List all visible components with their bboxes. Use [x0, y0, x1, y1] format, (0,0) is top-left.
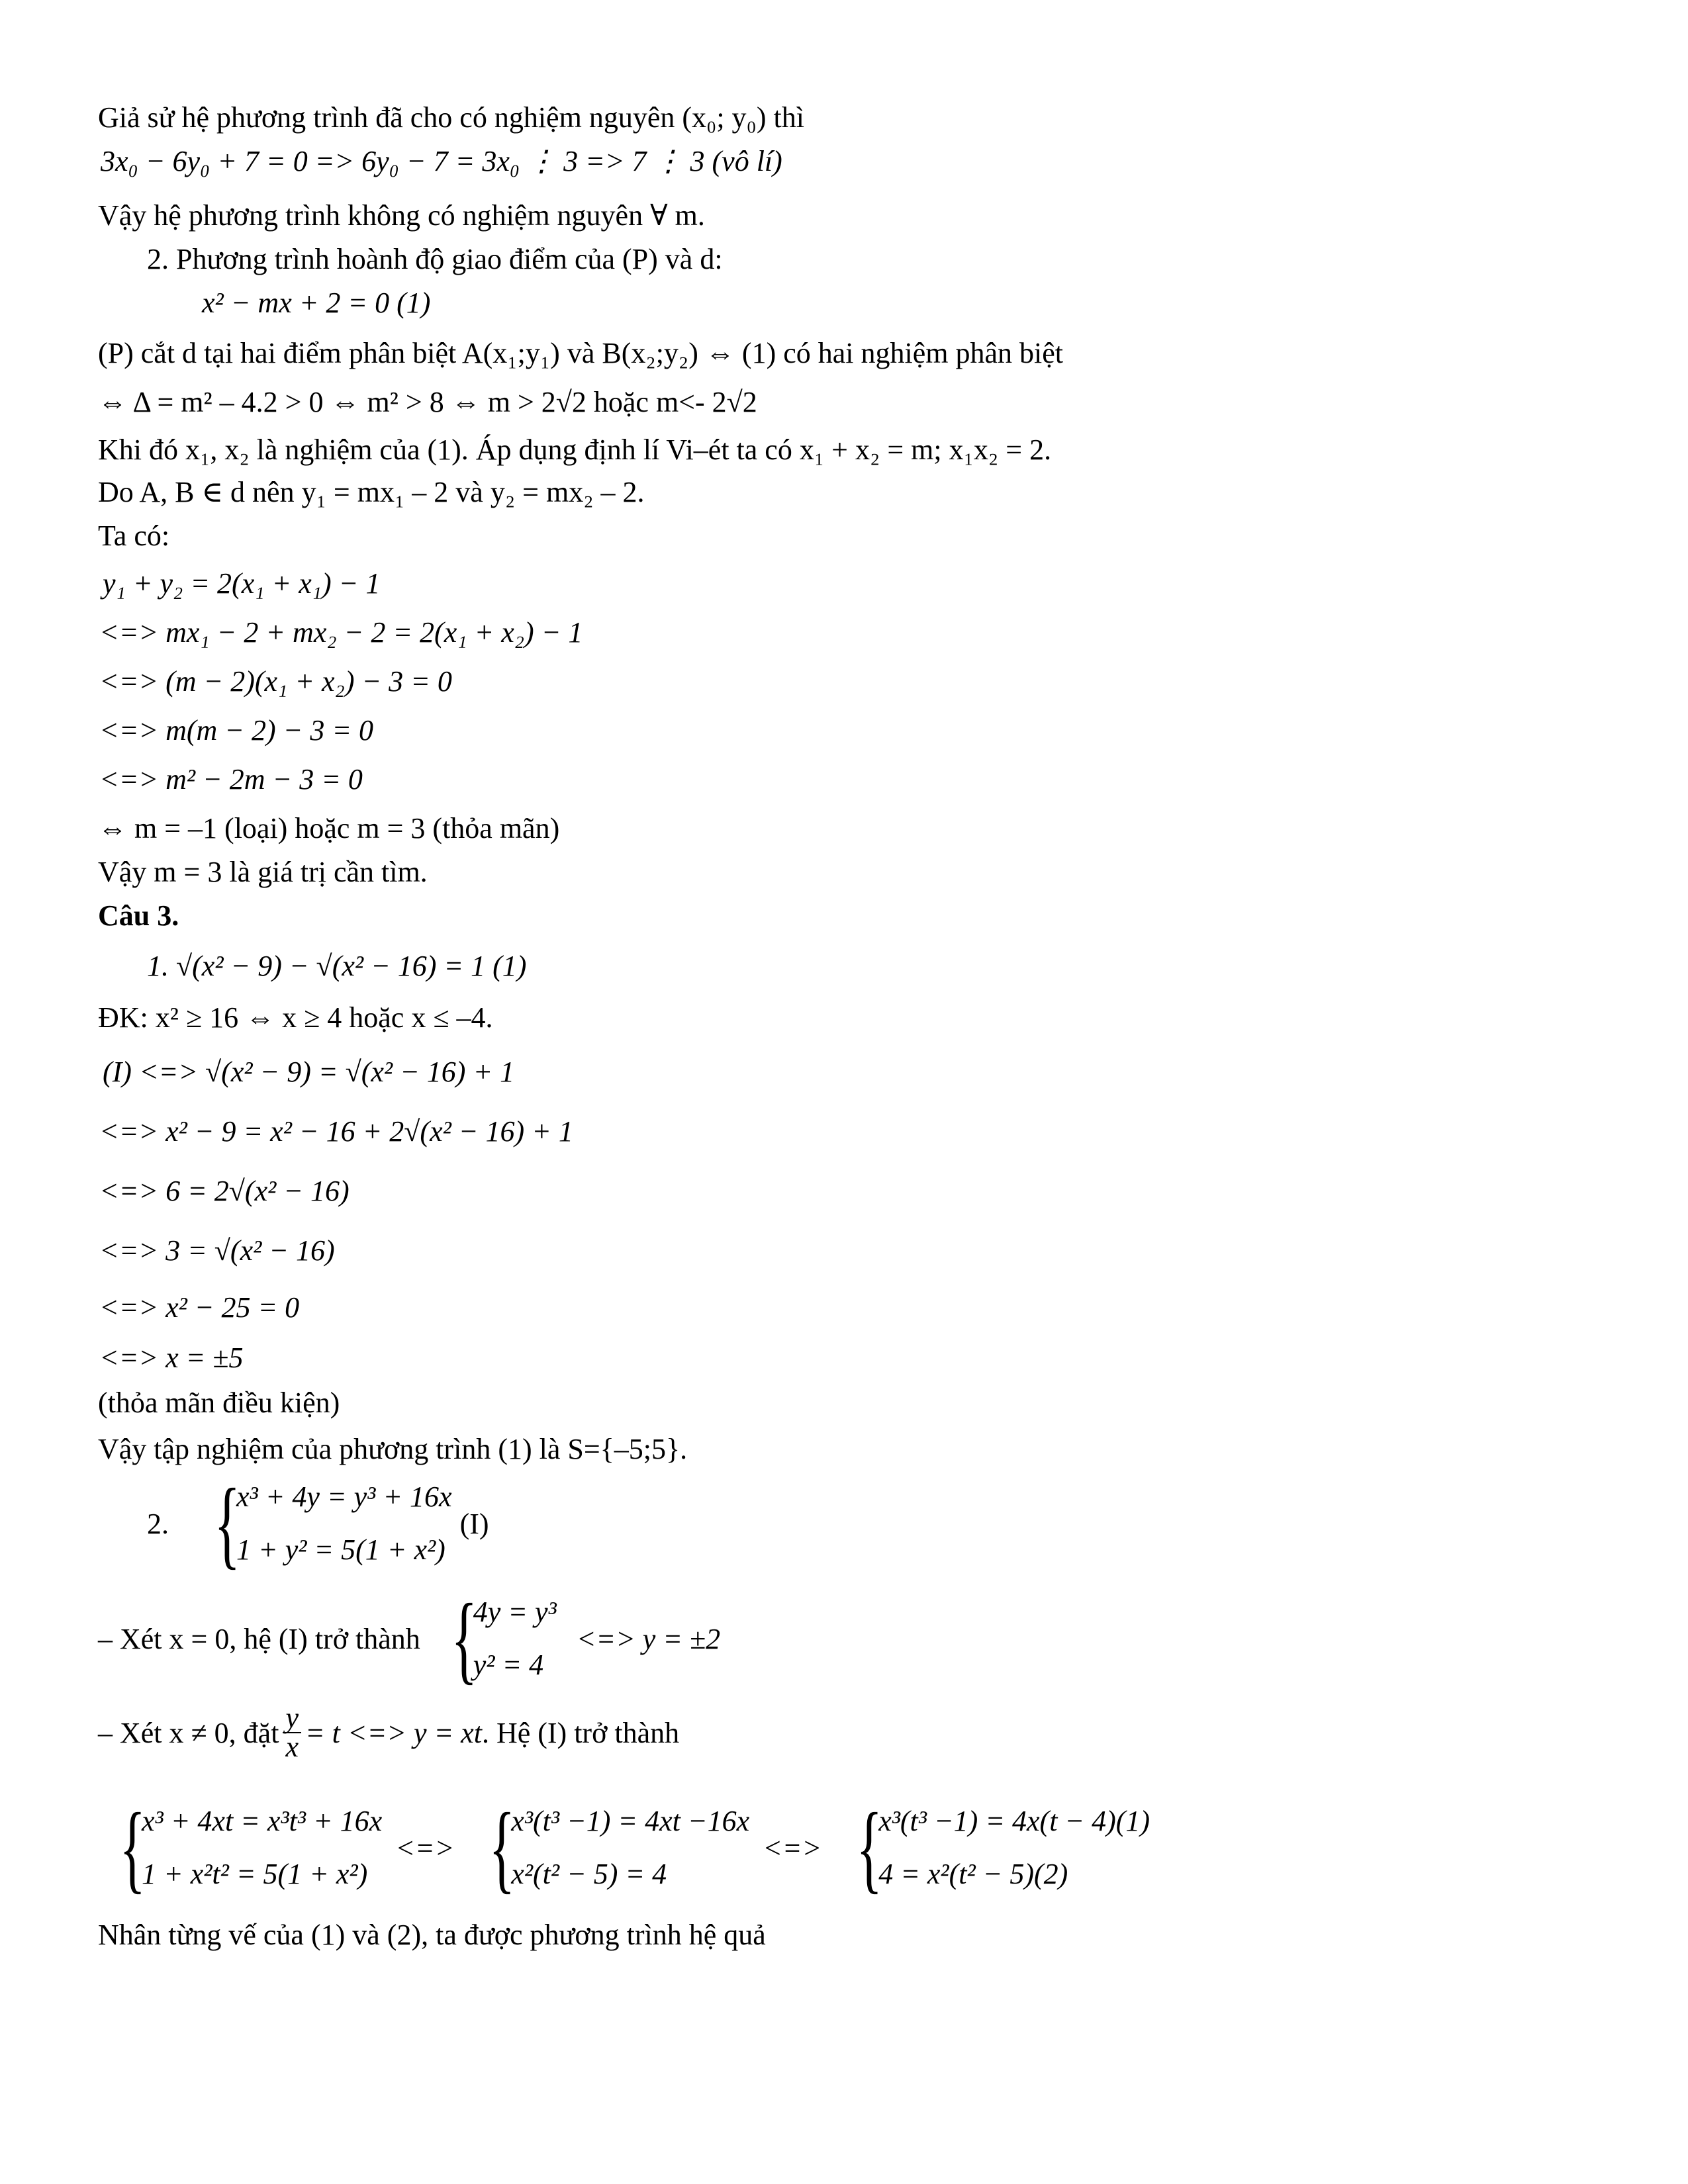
brace-icon: {	[119, 1793, 146, 1903]
line-22: <=> x² − 9 = x² − 16 + 2√(x² − 16) + 1	[99, 1115, 573, 1148]
system-I-row-1: x³ + 4y = y³ + 16x	[236, 1480, 452, 1513]
system-I-label: (I)	[459, 1507, 489, 1540]
line-8: Khi đó x₁, x₂ là nghiệm của (1). Áp dụng định lí Vi–ét ta có x₁ + x₂ = m; x₁x₂ = 2.	[98, 433, 1052, 466]
big-system-1-row-1: x³ + 4xt = x³t³ + 16x	[142, 1805, 383, 1837]
line-7: ⇔ Δ = m² – 4.2 > 0 ⇔ m² > 8 ⇔ m > 2√2 hoặc m<- 2√2	[98, 386, 757, 418]
line-24: <=> 3 = √(x² − 16)	[99, 1234, 335, 1267]
case-x-zero-text: – Xét x = 0, hệ (I) trở thành	[98, 1622, 420, 1655]
line-3: Vậy hệ phương trình không có nghiệm nguyên ∀ m.	[98, 199, 705, 232]
case-x-zero-result: <=> y = ±2	[576, 1622, 721, 1655]
line-16: ⇔ m = –1 (loại) hoặc m = 3 (thỏa mãn)	[98, 812, 560, 844]
brace-icon: {	[214, 1469, 240, 1578]
last-line: Nhân từng vế của (1) và (2), ta được phương trình hệ quả	[98, 1919, 766, 1951]
line-27: (thỏa mãn điều kiện)	[98, 1387, 340, 1419]
fraction-y-over-x	[283, 1704, 301, 1761]
fraction-denominator: x	[285, 1731, 299, 1763]
big-system-1-row-2: 1 + x²t² = 5(1 + x²)	[142, 1858, 368, 1890]
case-x-nonzero-text-after: . Hệ (I) trở thành	[481, 1716, 680, 1749]
case-x-zero	[98, 1586, 720, 1692]
line-5: x² − mx + 2 = 0 (1)	[202, 287, 431, 319]
big-system-3-row-2: 4 = x²(t² − 5)(2)	[878, 1858, 1068, 1890]
system-I-row-2: 1 + y² = 5(1 + x²)	[236, 1533, 445, 1566]
system-I-number: 2.	[147, 1507, 169, 1540]
line-19: 1. √(x² − 9) − √(x² − 16) = 1 (1)	[147, 950, 527, 982]
line-26: <=> x = ±5	[99, 1342, 244, 1374]
big-system-2-row-1: x³(t³ −1) = 4xt −16x	[511, 1805, 750, 1837]
line-12: <=> mx₁ − 2 + mx₂ − 2 = 2(x₁ + x₂) − 1	[99, 616, 583, 649]
line-15: <=> m² − 2m − 3 = 0	[99, 763, 363, 796]
case-x-zero-row-1: 4y = y³	[473, 1596, 557, 1628]
line-14: <=> m(m − 2) − 3 = 0	[99, 714, 374, 747]
brace-icon: {	[489, 1793, 516, 1903]
big-system-2-row-2: x²(t² − 5) = 4	[511, 1858, 667, 1890]
case-x-nonzero-text-before: – Xét x ≠ 0, đặt	[98, 1716, 279, 1749]
line-21: (I) <=> √(x² − 9) = √(x² − 16) + 1	[103, 1056, 515, 1088]
case-x-nonzero	[98, 1704, 679, 1761]
big-system-3-row-1: x³(t³ −1) = 4x(t − 4)(1)	[878, 1805, 1150, 1837]
case-x-zero-row-2: y² = 4	[473, 1649, 544, 1681]
line-1: Giả sử hệ phương trình đã cho có nghiệm nguyên (x₀; y₀) thì	[98, 101, 804, 134]
case-x-nonzero-text-mid: = t <=> y = xt	[305, 1716, 482, 1749]
big-system-equiv-2: <=>	[763, 1831, 822, 1864]
line-13: <=> (m − 2)(x₁ + x₂) − 3 = 0	[99, 665, 452, 698]
line-17: Vậy m = 3 là giá trị cần tìm.	[98, 856, 428, 888]
line-20: ĐK: x² ≥ 16 ⇔ x ≥ 4 hoặc x ≤ –4.	[98, 1001, 493, 1034]
line-9: Do A, B ∈ d nên y₁ = mx₁ – 2 và y₂ = mx₂ – 2.	[98, 476, 645, 508]
line-4: 2. Phương trình hoành độ giao điểm của (P) và d:	[147, 243, 723, 275]
system-I	[147, 1471, 489, 1576]
brace-icon: {	[856, 1793, 883, 1903]
brace-icon: {	[451, 1584, 477, 1694]
section-heading-cau-3: Câu 3.	[98, 899, 179, 932]
big-system	[98, 1795, 1150, 1901]
line-28: Vậy tập nghiệm của phương trình (1) là S={–5;5}.	[98, 1433, 688, 1465]
line-23: <=> 6 = 2√(x² − 16)	[99, 1175, 350, 1207]
line-6: (P) cắt d tại hai điểm phân biệt A(x₁;y₁) và B(x₂;y₂) ⇔ (1) có hai nghiệm phân biệt	[98, 337, 1063, 369]
big-system-equiv-1: <=>	[395, 1831, 455, 1864]
line-2: 3x₀ − 6y₀ + 7 = 0 => 6y₀ − 7 = 3x₀ ⋮ 3 => 7 ⋮ 3 (vô lí)	[101, 145, 782, 177]
line-25: <=> x² − 25 = 0	[99, 1291, 300, 1324]
fraction-numerator: y	[283, 1704, 301, 1733]
line-11: y₁ + y₂ = 2(x₁ + x₁) − 1	[103, 567, 381, 600]
line-10: Ta có:	[98, 520, 170, 552]
